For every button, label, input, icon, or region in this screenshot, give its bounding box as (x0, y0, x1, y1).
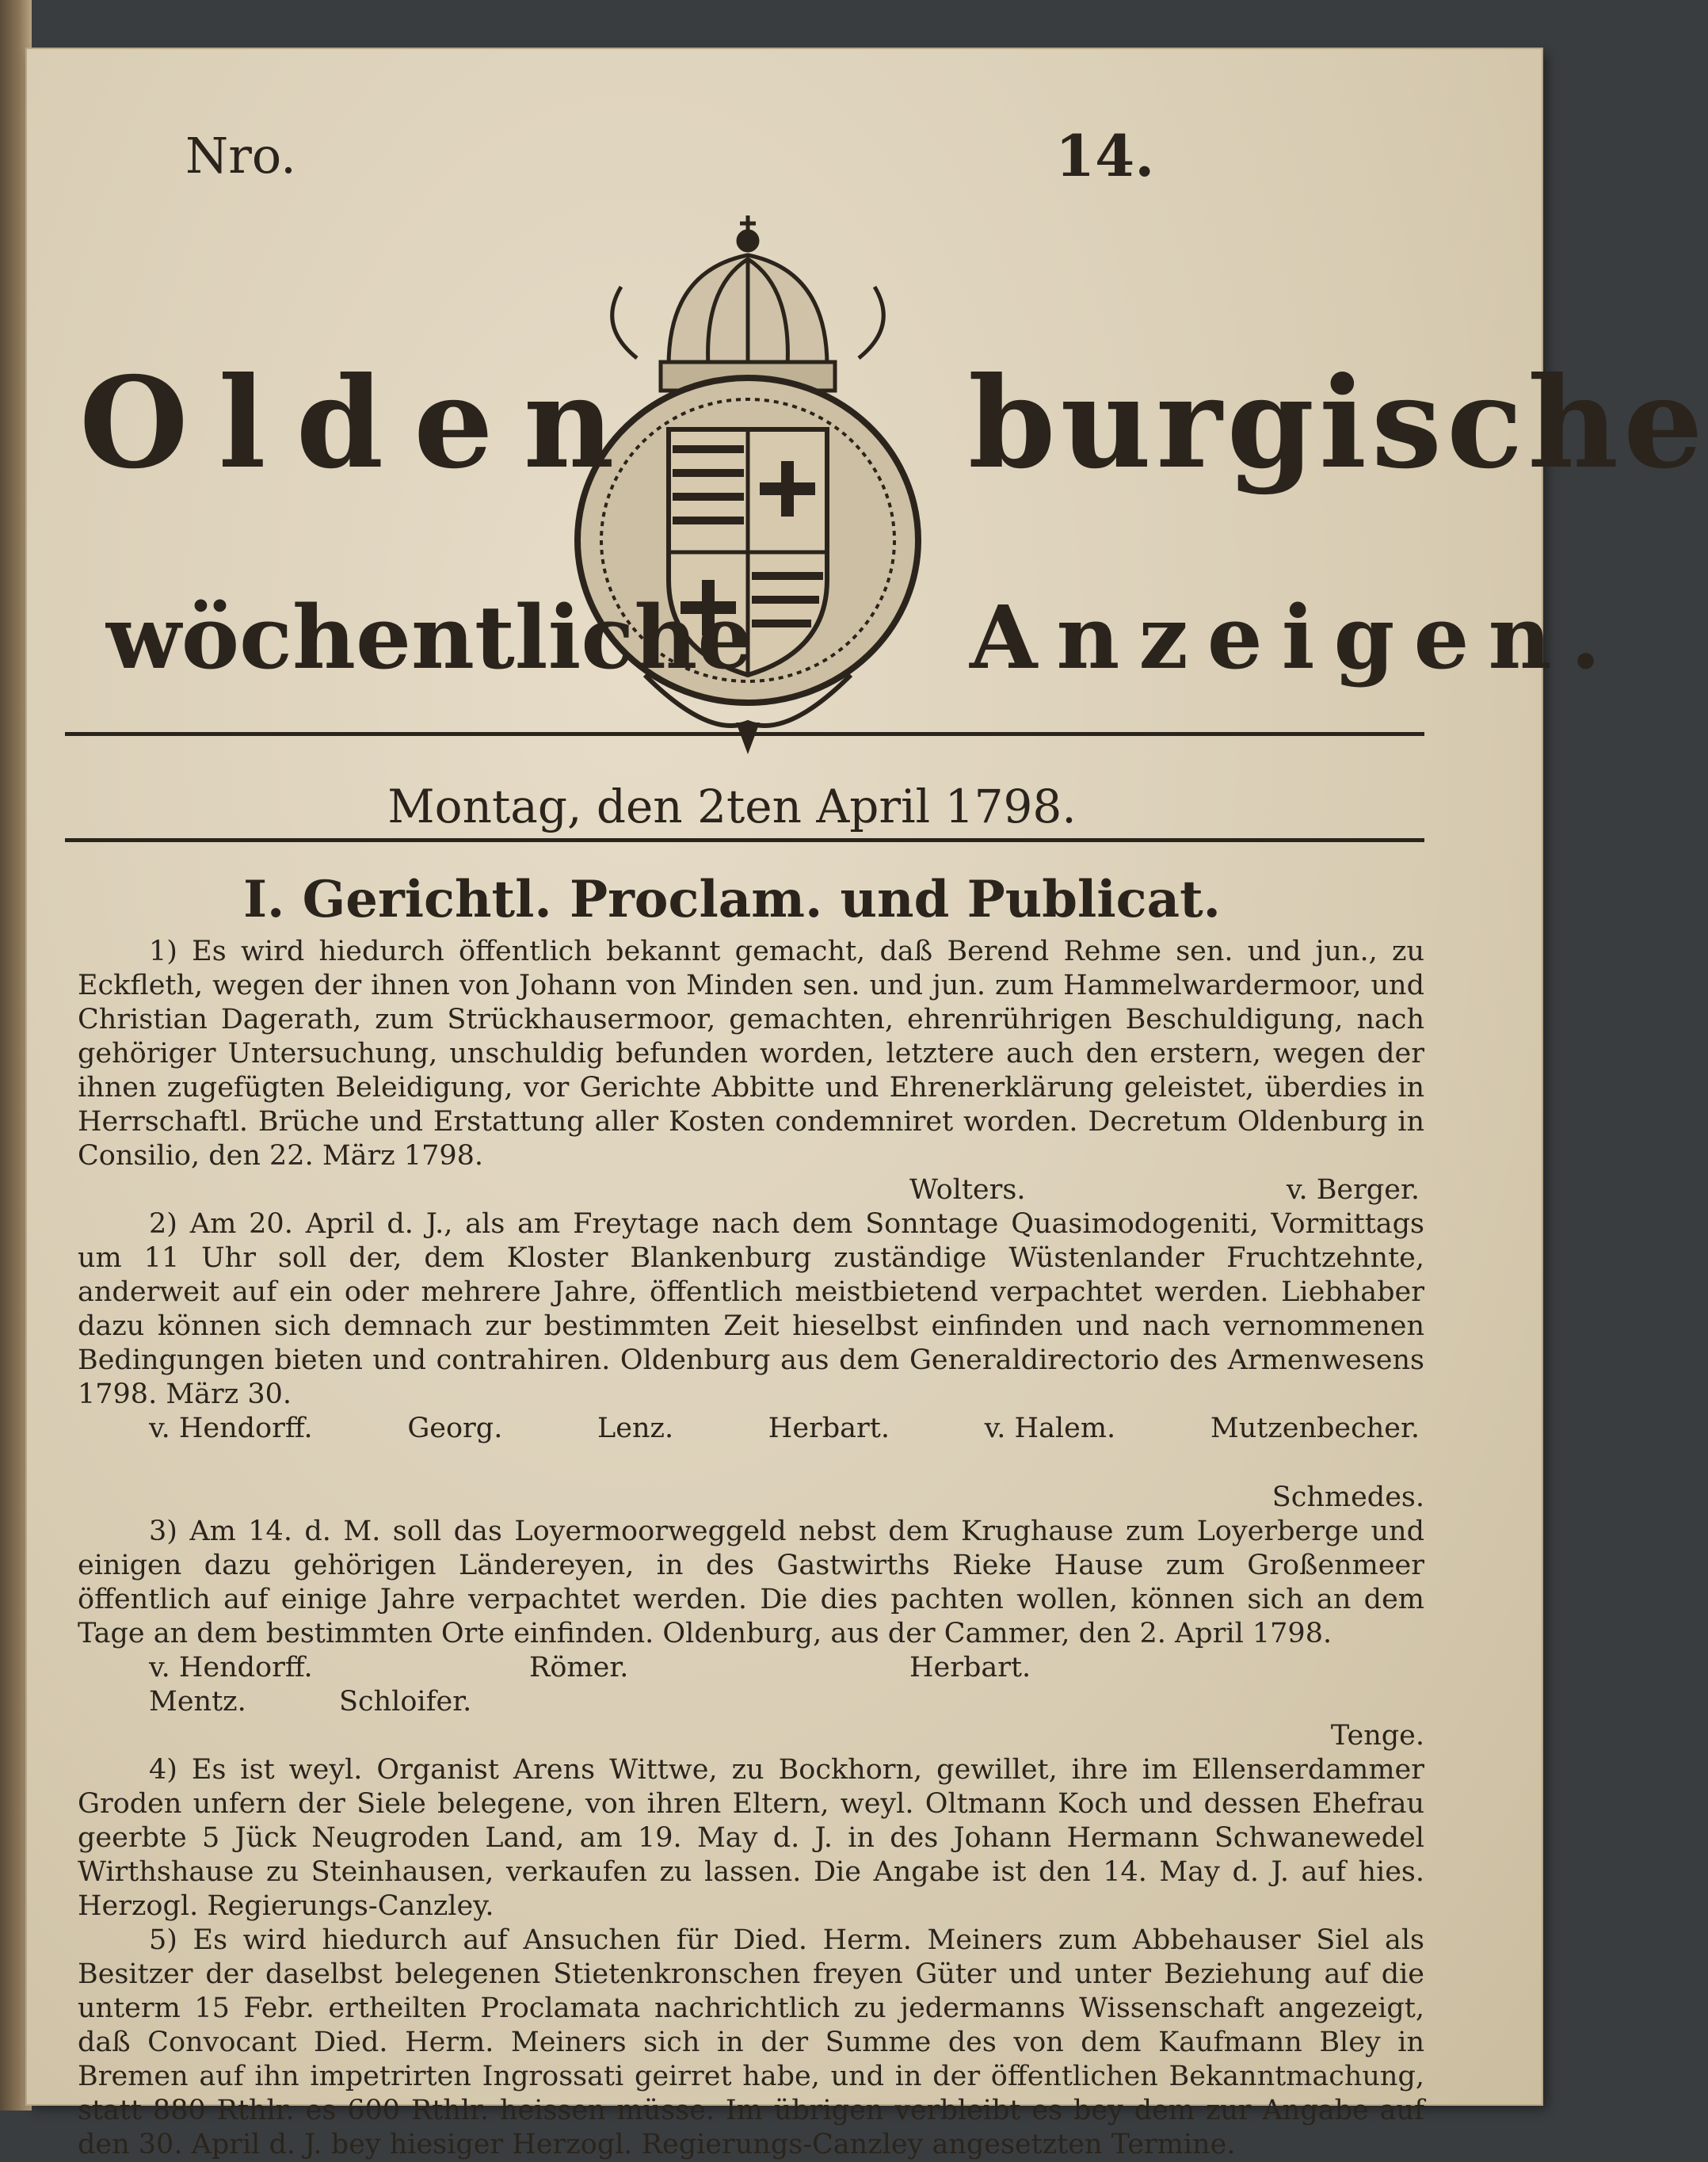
article-2-signature-extra: Schmedes. (1271, 1481, 1424, 1513)
signature: Römer. (529, 1652, 629, 1683)
section-heading: I. Gerichtl. Proclam. und Publicat. (243, 870, 1221, 929)
signature: Lenz. (597, 1413, 674, 1444)
subtitle-left: wöchentliche (106, 586, 753, 688)
article-3-signatures-row1 (78, 1651, 1424, 1685)
signature: v. Halem. (984, 1413, 1116, 1444)
masthead-right: burgische (968, 350, 1708, 497)
masthead-left: Olden (79, 350, 645, 497)
article-4-text: 4) Es ist weyl. Organist Arens Wittwe, zu Bockhorn, gewillet, ihre im Ellenserdammer Groden unfern der Siele belegene, von ihren Eltern, weyl. Oltmann Koch und dessen Ehefrau geerbte 5 Jück Neugroden Land, am 19. May d. J. in des Johann Hermann Schwanewedel Wirthshause zu Steinhausen, verkaufen zu lassen. Die Angabe ist den 14. May d. J. auf hies. Herzogl. Regierungs-Canzley. (78, 1754, 1424, 1922)
signature: Schloifer. (339, 1686, 472, 1718)
signature: v. Hendorff. (149, 1413, 313, 1444)
signature: v. Hendorff. (149, 1652, 313, 1683)
signature: v. Berger. (1286, 1174, 1420, 1206)
issue-number: 14. (1055, 122, 1155, 189)
signature: Georg. (407, 1413, 503, 1444)
bottom-rule (65, 838, 1424, 842)
newspaper-page (27, 49, 1708, 2160)
article-3-signatures-row2 (78, 1685, 1424, 1719)
top-rule (65, 732, 1424, 736)
subtitle-right: Anzeigen. (970, 586, 1620, 688)
article-3-signature-extra: Tenge. (1330, 1720, 1424, 1752)
signature: Wolters. (909, 1174, 1026, 1206)
number-label: Nro. (185, 127, 296, 185)
signature: Herbart. (768, 1413, 890, 1444)
signature: Mutzenbecher. (1210, 1413, 1420, 1444)
spacer (78, 1446, 1424, 1481)
article-3-text: 3) Am 14. d. M. soll das Loyermoorweggeld nebst dem Krughause zum Loyerberge und einigen dazu gehörigen Ländereyen, in des Gastwirths Rieke Hause zum Großenmeer öffentlich auf einige Jahre verpachtet werden. Die dies pachten wollen, können sich an dem Tage an dem bestimmten Orte einfinden. Oldenburg, aus der Cammer, den 2. April 1798. (78, 1516, 1424, 1649)
date-line: Montag, den 2ten April 1798. (387, 780, 1077, 833)
article-1-text: 1) Es wird hiedurch öffentlich bekannt gemacht, daß Berend Rehme sen. und jun., zu Eckfleth, wegen der ihnen von Johann von Minden sen. und jun. zum Hammelwardermoor, und Christian Dagerath, zum Strückhausermoor, gemachten, ehrenrührigen Beschuldigung, nach gehöriger Untersuchung, unschuldig befunden worden, letztere auch den erstern, wegen der ihnen zugefügten Beleidigung, vor Gerichte Abbitte und Ehrenerklärung geleistet, überdies in Herrschaftl. Brüche und Erstattung aller Kosten condemniret worden. Decretum Oldenburg in Consilio, den 22. März 1798. (78, 936, 1424, 1172)
article-2-signatures (78, 1412, 1424, 1446)
article-body (78, 935, 1424, 2162)
signature: Herbart. (909, 1652, 1031, 1683)
article-1-signatures (78, 1173, 1424, 1207)
signature: Mentz. (149, 1686, 246, 1718)
article-5-text: 5) Es wird hiedurch auf Ansuchen für Died. Herm. Meiners zum Abbehauser Siel als Besitzer der daselbst belegenen Stietenkronschen freyen Güter und unter Beziehung auf die unterm 15 Febr. ertheilten Proclamata nachrichtlich zu jedermanns Wissenschaft angezeigt, daß Convocant Died. Herm. Meiners sich in der Summe des von dem Kaufmann Bley in Bremen auf ihn impetrirten Ingrossati geirret habe, und in der öffentlichen Bekanntmachung, statt 880 Rthlr. es 600 Rthlr. heissen müsse. Im übrigen verbleibt es bey dem zur Angabe auf den 30. April d. J. bey hiesiger Herzogl. Regierungs-Canzley angesetzten Termine. (78, 1924, 1424, 2160)
article-2-text: 2) Am 20. April d. J., als am Freytage nach dem Sonntage Quasimodogeniti, Vormittags um 11 Uhr soll der, dem Kloster Blankenburg zuständige Wüstenlander Fruchtzehnte, anderweit auf ein oder mehrere Jahre, öffentlich meistbietend verpachtet werden. Liebhaber dazu können sich demnach zur bestimmten Zeit hieselbst einfinden und nach vernommenen Bedingungen bieten und contrahiren. Oldenburg aus dem Generaldirectorio des Armenwesens 1798. März 30. (78, 1208, 1424, 1410)
